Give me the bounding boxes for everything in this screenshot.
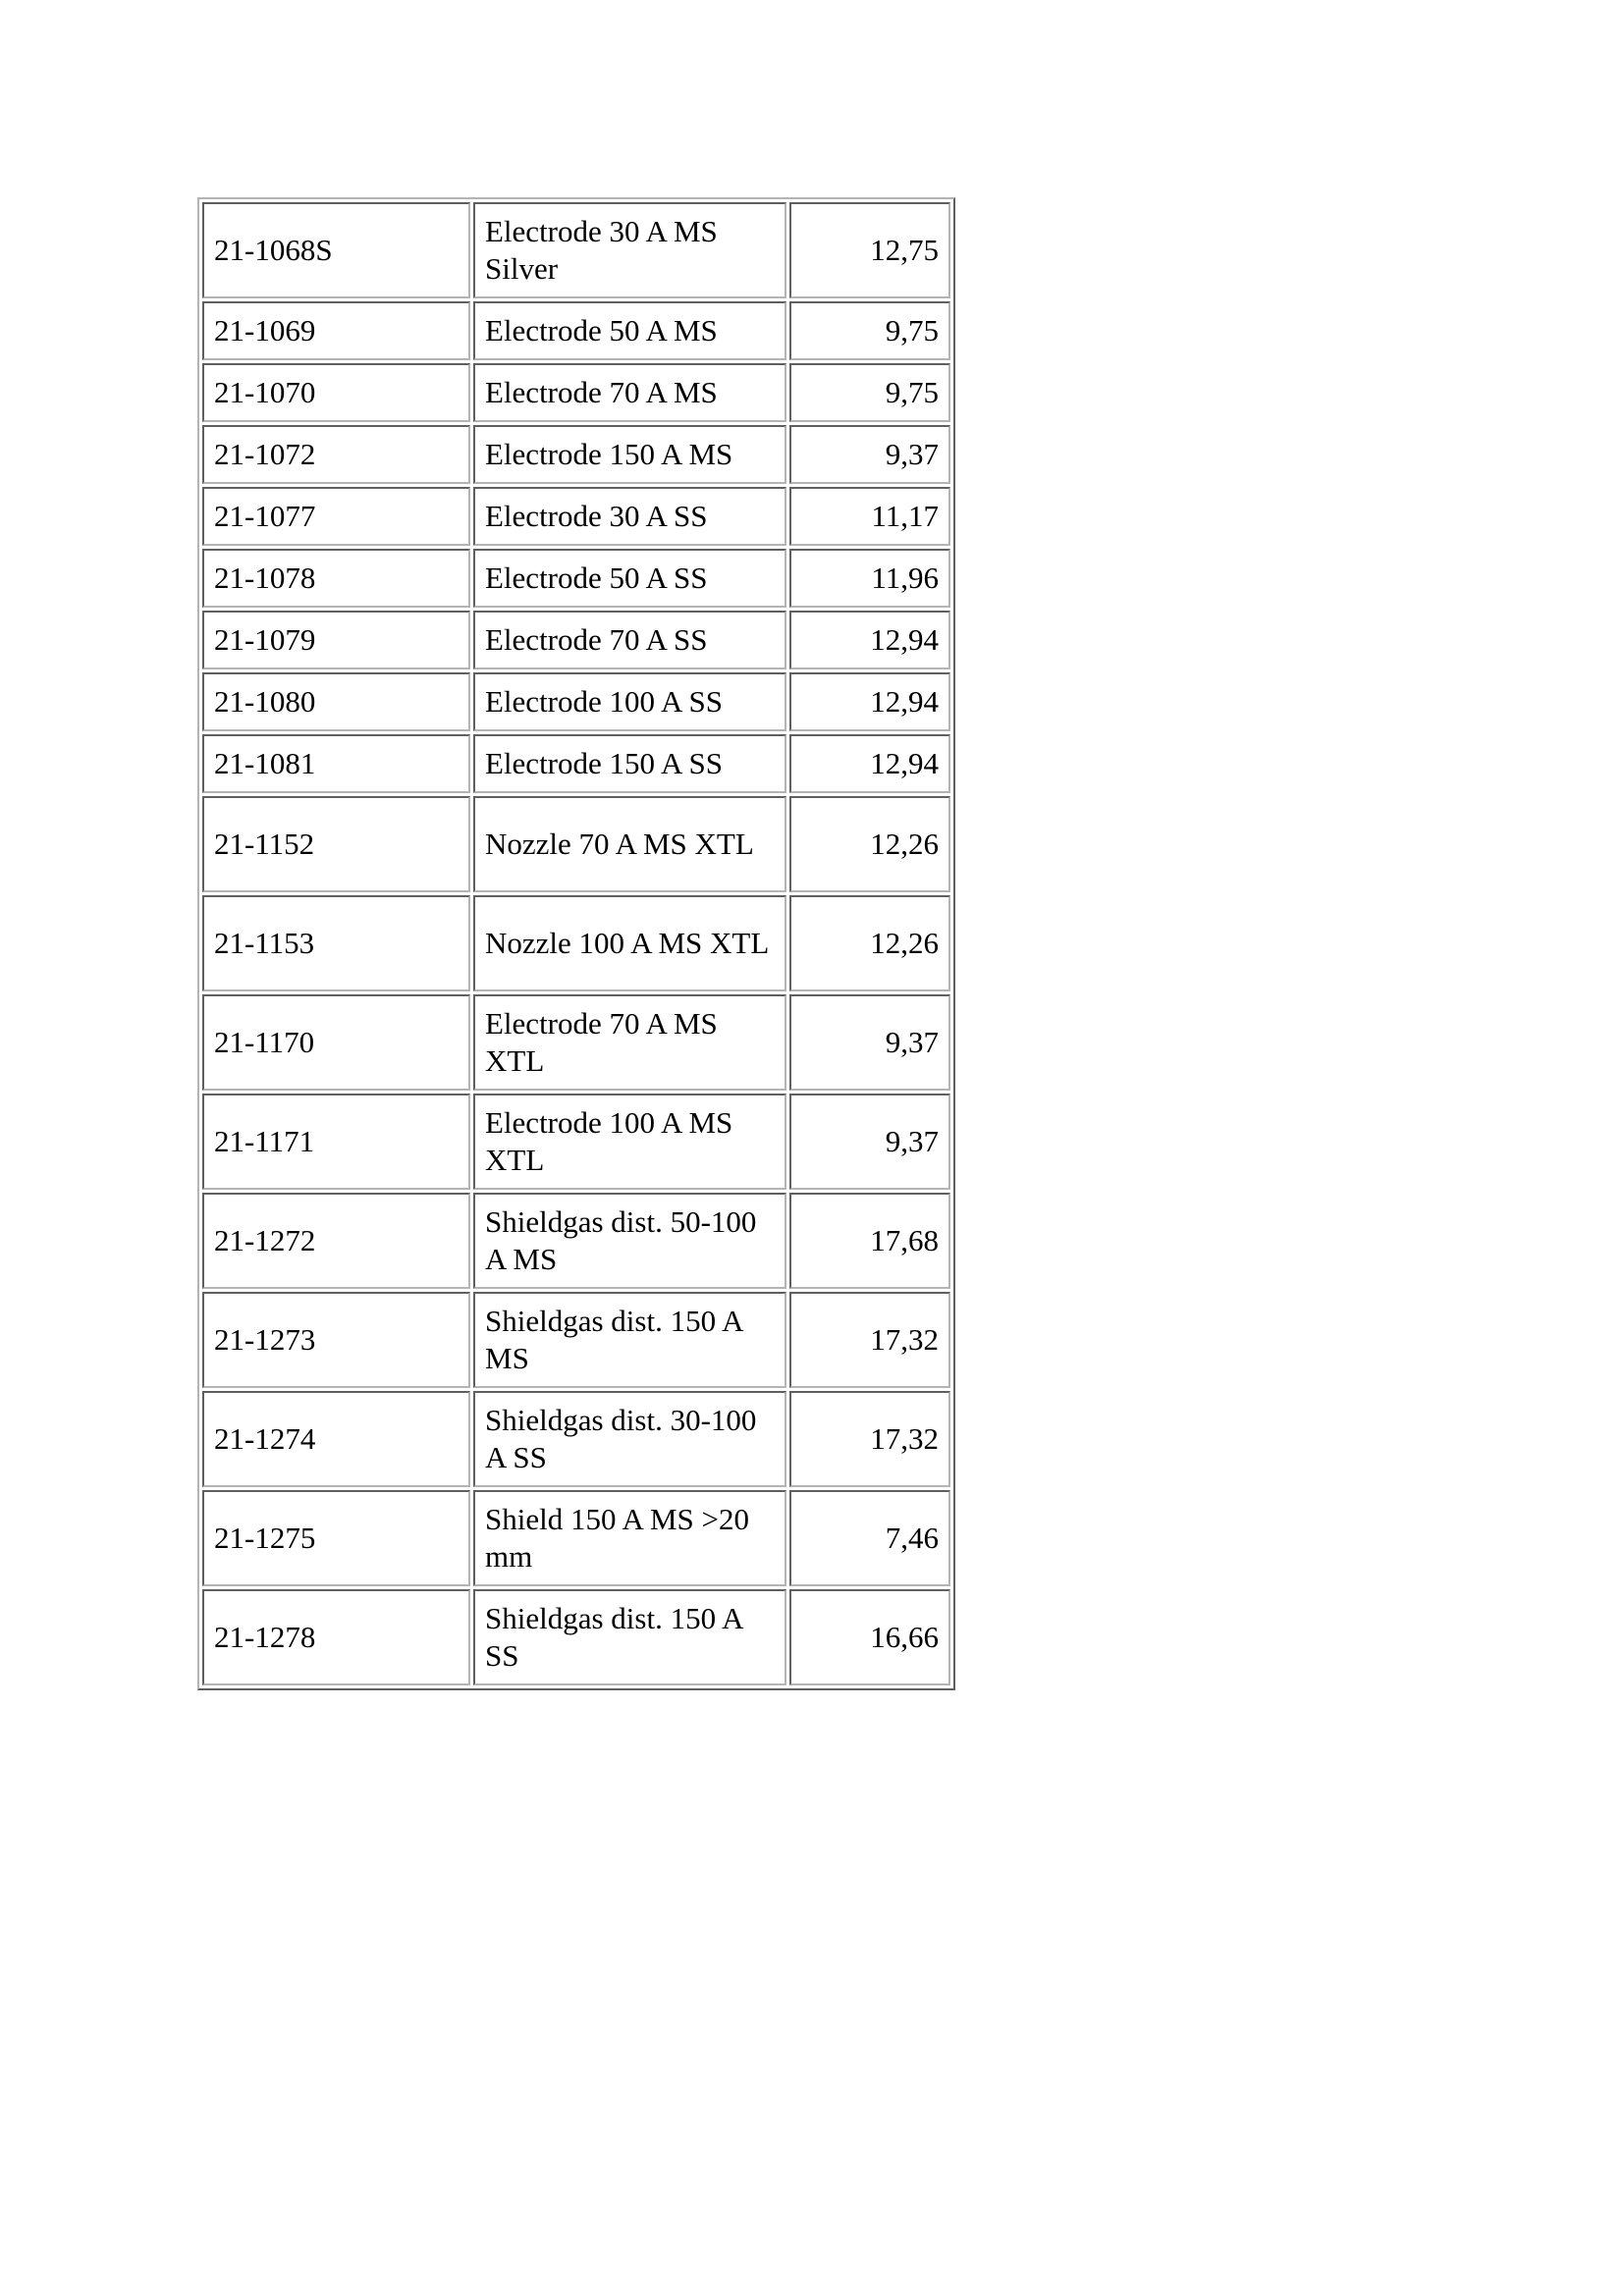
table-row — [202, 1094, 950, 1190]
description-cell: Electrode 30 A SS — [473, 487, 786, 546]
description-cell: Electrode 100 A MS XTL — [473, 1094, 786, 1190]
part-code-cell: 21-1153 — [202, 895, 470, 991]
description-cell: Electrode 150 A SS — [473, 734, 786, 793]
price-cell: 9,75 — [789, 301, 950, 360]
table-row — [202, 487, 950, 546]
part-code-cell: 21-1170 — [202, 994, 470, 1091]
table-row — [202, 1391, 950, 1487]
part-code-cell: 21-1079 — [202, 611, 470, 669]
table-row — [202, 796, 950, 892]
part-code-cell: 21-1068S — [202, 202, 470, 298]
price-cell: 17,32 — [789, 1292, 950, 1388]
description-cell: Nozzle 100 A MS XTL — [473, 895, 786, 991]
table-row — [202, 1193, 950, 1289]
part-code-cell: 21-1274 — [202, 1391, 470, 1487]
part-code-cell: 21-1072 — [202, 425, 470, 484]
price-cell: 12,75 — [789, 202, 950, 298]
part-code-cell: 21-1080 — [202, 672, 470, 731]
price-cell: 17,32 — [789, 1391, 950, 1487]
price-cell: 12,26 — [789, 796, 950, 892]
part-code-cell: 21-1069 — [202, 301, 470, 360]
description-cell: Electrode 50 A MS — [473, 301, 786, 360]
description-cell: Electrode 50 A SS — [473, 549, 786, 608]
table-row — [202, 1490, 950, 1586]
price-cell: 12,94 — [789, 611, 950, 669]
table-row — [202, 734, 950, 793]
table-row — [202, 301, 950, 360]
part-code-cell: 21-1272 — [202, 1193, 470, 1289]
part-code-cell: 21-1070 — [202, 363, 470, 422]
part-code-cell: 21-1273 — [202, 1292, 470, 1388]
description-cell: Shieldgas dist. 50-100 A MS — [473, 1193, 786, 1289]
table-row — [202, 1589, 950, 1685]
price-cell: 9,37 — [789, 994, 950, 1091]
price-cell: 11,17 — [789, 487, 950, 546]
part-code-cell: 21-1152 — [202, 796, 470, 892]
description-cell: Electrode 30 A MS Silver — [473, 202, 786, 298]
table-row — [202, 202, 950, 298]
price-cell: 16,66 — [789, 1589, 950, 1685]
part-code-cell: 21-1278 — [202, 1589, 470, 1685]
price-cell: 9,37 — [789, 1094, 950, 1190]
description-cell: Shield 150 A MS >20 mm — [473, 1490, 786, 1586]
description-cell: Shieldgas dist. 150 A SS — [473, 1589, 786, 1685]
table-row — [202, 425, 950, 484]
table-row — [202, 1292, 950, 1388]
description-cell: Electrode 70 A MS XTL — [473, 994, 786, 1091]
table-row — [202, 549, 950, 608]
price-cell: 17,68 — [789, 1193, 950, 1289]
description-cell: Shieldgas dist. 30-100 A SS — [473, 1391, 786, 1487]
table-row — [202, 994, 950, 1091]
description-cell: Electrode 150 A MS — [473, 425, 786, 484]
part-code-cell: 21-1171 — [202, 1094, 470, 1190]
price-cell: 9,37 — [789, 425, 950, 484]
price-cell: 12,94 — [789, 672, 950, 731]
part-code-cell: 21-1275 — [202, 1490, 470, 1586]
description-cell: Shieldgas dist. 150 A MS — [473, 1292, 786, 1388]
description-cell: Nozzle 70 A MS XTL — [473, 796, 786, 892]
price-table — [197, 197, 955, 1690]
table-row — [202, 895, 950, 991]
price-cell: 7,46 — [789, 1490, 950, 1586]
description-cell: Electrode 70 A SS — [473, 611, 786, 669]
price-cell: 12,94 — [789, 734, 950, 793]
part-code-cell: 21-1077 — [202, 487, 470, 546]
table-row — [202, 611, 950, 669]
description-cell: Electrode 70 A MS — [473, 363, 786, 422]
table-row — [202, 363, 950, 422]
part-code-cell: 21-1078 — [202, 549, 470, 608]
description-cell: Electrode 100 A SS — [473, 672, 786, 731]
part-code-cell: 21-1081 — [202, 734, 470, 793]
price-cell: 9,75 — [789, 363, 950, 422]
price-cell: 12,26 — [789, 895, 950, 991]
table-row — [202, 672, 950, 731]
price-cell: 11,96 — [789, 549, 950, 608]
